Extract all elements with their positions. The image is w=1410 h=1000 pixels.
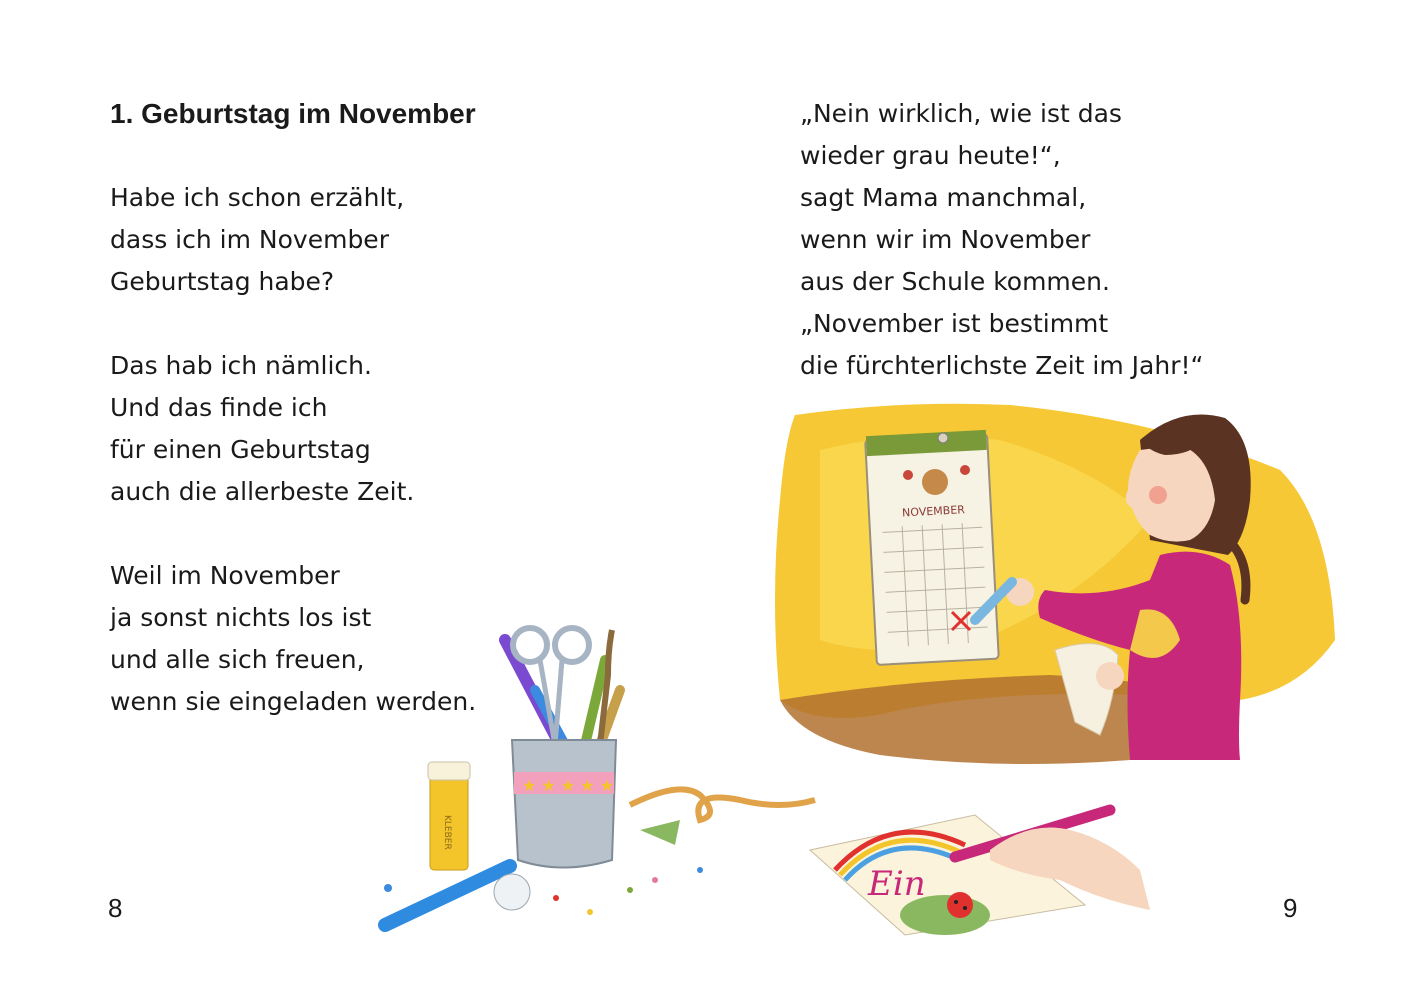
text-line: für einen Geburtstag: [110, 435, 371, 464]
card-text: Ein: [868, 864, 926, 904]
text-line: „Nein wirklich, wie ist das: [800, 99, 1122, 128]
text-line: Weil im November: [110, 561, 340, 590]
text-line: „November ist bestimmt: [800, 309, 1109, 338]
svg-text:★ ★ ★ ★ ★: ★ ★ ★ ★ ★: [522, 776, 615, 795]
text-line: wieder grau heute!“,: [800, 141, 1061, 170]
page-number-left: 8: [108, 893, 123, 923]
text-line: dass ich im November: [110, 225, 389, 254]
text-line: ja sonst nichts los ist: [110, 603, 372, 632]
text-line: Das hab ich nämlich.: [110, 351, 372, 380]
calendar-month: NOVEMBER: [901, 503, 966, 520]
blue-pencil: [385, 866, 510, 925]
glue-stick: [428, 762, 470, 870]
chapter-title: 1. Geburtstag im November: [110, 98, 476, 129]
ribbon: [630, 789, 815, 820]
calendar: [865, 430, 999, 665]
glue-label: KLEBER: [442, 815, 452, 850]
text-line: und alle sich freuen,: [110, 645, 365, 674]
text-line: Habe ich schon erzählt,: [110, 183, 405, 212]
text-line: die fürchterlichste Zeit im Jahr!“: [800, 351, 1204, 380]
text-line: sagt Mama manchmal,: [800, 183, 1087, 212]
pencil-cup: [505, 628, 620, 868]
glue-cap: [494, 874, 530, 910]
page-number-right: 9: [1283, 893, 1298, 923]
text-line: Geburtstag habe?: [110, 267, 335, 296]
drawing-card: [810, 810, 1150, 935]
text-line: wenn sie eingeladen werden.: [110, 687, 477, 716]
text-line: auch die allerbeste Zeit.: [110, 477, 415, 506]
text-line: Und das finde ich: [110, 393, 328, 422]
text-line: aus der Schule kommen.: [800, 267, 1110, 296]
text-line: wenn wir im November: [800, 225, 1091, 254]
yellow-wall: [775, 404, 1335, 764]
